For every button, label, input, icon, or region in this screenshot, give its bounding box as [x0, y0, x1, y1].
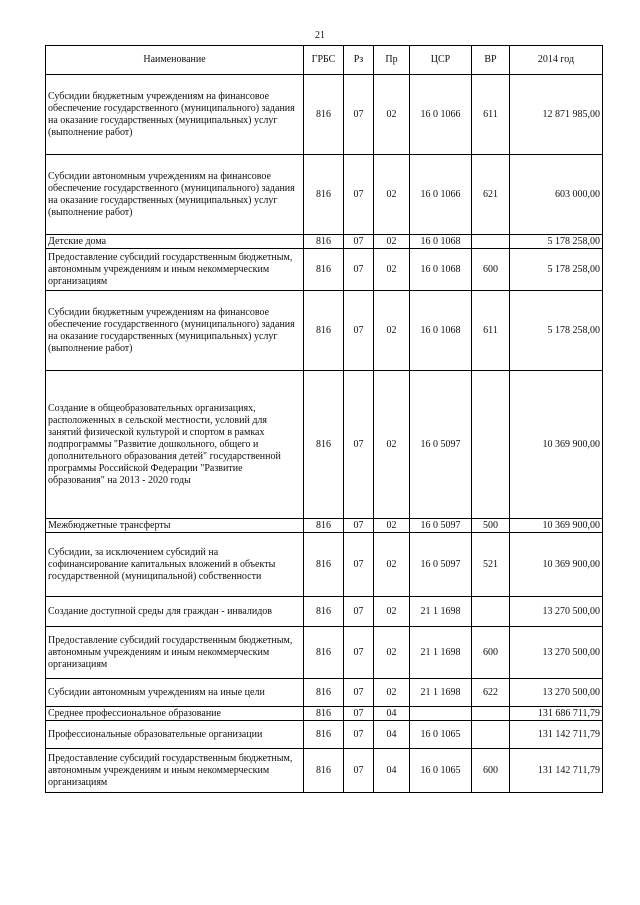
row-name: Детские дома	[46, 235, 304, 249]
table-row	[46, 519, 603, 533]
row-grbs: 816	[304, 155, 344, 235]
row-rz: 07	[344, 75, 374, 155]
table-row	[46, 597, 603, 627]
row-grbs: 816	[304, 519, 344, 533]
row-grbs: 816	[304, 679, 344, 707]
row-pr: 02	[374, 291, 410, 371]
row-csr: 16 0 1068	[410, 249, 472, 291]
header-vr: ВР	[472, 46, 510, 75]
row-grbs: 816	[304, 75, 344, 155]
row-vr	[472, 721, 510, 749]
row-csr: 16 0 1066	[410, 155, 472, 235]
table-row	[46, 75, 603, 155]
header-csr: ЦСР	[410, 46, 472, 75]
row-name: Создание в общеобразовательных организациях, расположенных в сельской местности, условий для занятий физической культурой и спортом в рамках подпрограммы "Развитие дошкольного, общего и дополнительного образования детей" государственной программы Российской Федерации "Развитие образования" на 2013 - 2020 годы	[46, 371, 304, 519]
header-year: 2014 год	[510, 46, 603, 75]
row-csr: 16 0 1065	[410, 749, 472, 793]
row-vr: 600	[472, 627, 510, 679]
table-row	[46, 749, 603, 793]
row-csr: 16 0 1066	[410, 75, 472, 155]
row-csr: 21 1 1698	[410, 597, 472, 627]
row-amount: 13 270 500,00	[510, 627, 603, 679]
row-pr: 02	[374, 75, 410, 155]
row-vr	[472, 235, 510, 249]
row-rz: 07	[344, 721, 374, 749]
row-rz: 07	[344, 235, 374, 249]
table-header-row	[46, 46, 603, 75]
table-row	[46, 679, 603, 707]
header-grbs: ГРБС	[304, 46, 344, 75]
row-rz: 07	[344, 519, 374, 533]
row-grbs: 816	[304, 235, 344, 249]
row-name: Предоставление субсидий государственным бюджетным, автономным учреждениям и иным некоммерческим организациям	[46, 627, 304, 679]
row-pr: 02	[374, 155, 410, 235]
row-vr	[472, 597, 510, 627]
header-rz: Рз	[344, 46, 374, 75]
row-rz: 07	[344, 707, 374, 721]
row-grbs: 816	[304, 721, 344, 749]
row-csr: 16 0 5097	[410, 371, 472, 519]
row-grbs: 816	[304, 291, 344, 371]
header-name: Наименование	[46, 46, 304, 75]
row-grbs: 816	[304, 249, 344, 291]
row-pr: 02	[374, 533, 410, 597]
row-amount: 10 369 900,00	[510, 533, 603, 597]
row-amount: 131 142 711,79	[510, 749, 603, 793]
table-row	[46, 707, 603, 721]
row-vr: 622	[472, 679, 510, 707]
row-name: Субсидии автономным учреждениям на иные цели	[46, 679, 304, 707]
row-amount: 10 369 900,00	[510, 371, 603, 519]
row-amount: 131 142 711,79	[510, 721, 603, 749]
table-row	[46, 155, 603, 235]
table-row	[46, 627, 603, 679]
row-name: Предоставление субсидий государственным бюджетным, автономным учреждениям и иным некоммерческим организациям	[46, 249, 304, 291]
budget-table	[45, 45, 603, 793]
row-pr: 02	[374, 519, 410, 533]
row-name: Субсидии бюджетным учреждениям на финансовое обеспечение государственного (муниципального) задания на оказание государственных (муниципальных) услуг (выполнение работ)	[46, 291, 304, 371]
row-csr: 21 1 1698	[410, 627, 472, 679]
row-amount: 10 369 900,00	[510, 519, 603, 533]
row-csr: 16 0 1068	[410, 235, 472, 249]
row-rz: 07	[344, 249, 374, 291]
row-rz: 07	[344, 679, 374, 707]
table-row	[46, 291, 603, 371]
row-grbs: 816	[304, 597, 344, 627]
row-rz: 07	[344, 371, 374, 519]
row-grbs: 816	[304, 627, 344, 679]
row-name: Субсидии, за исключением субсидий на софинансирование капитальных вложений в объекты государственной (муниципальной) собственности	[46, 533, 304, 597]
row-vr: 621	[472, 155, 510, 235]
table-row	[46, 371, 603, 519]
row-vr	[472, 707, 510, 721]
row-amount: 5 178 258,00	[510, 291, 603, 371]
row-pr: 02	[374, 679, 410, 707]
row-rz: 07	[344, 155, 374, 235]
row-csr: 21 1 1698	[410, 679, 472, 707]
row-csr: 16 0 1065	[410, 721, 472, 749]
row-rz: 07	[344, 749, 374, 793]
row-pr: 02	[374, 597, 410, 627]
row-vr: 600	[472, 249, 510, 291]
row-csr: 16 0 1068	[410, 291, 472, 371]
row-csr: 16 0 5097	[410, 533, 472, 597]
row-pr: 04	[374, 721, 410, 749]
row-name: Среднее профессиональное образование	[46, 707, 304, 721]
row-amount: 5 178 258,00	[510, 249, 603, 291]
row-pr: 04	[374, 707, 410, 721]
row-name: Профессиональные образовательные организации	[46, 721, 304, 749]
row-vr: 611	[472, 291, 510, 371]
row-rz: 07	[344, 627, 374, 679]
row-name: Предоставление субсидий государственным бюджетным, автономным учреждениям и иным некоммерческим организациям	[46, 749, 304, 793]
row-name: Субсидии автономным учреждениям на финансовое обеспечение государственного (муниципального) задания на оказание государственных (муниципальных) услуг (выполнение работ)	[46, 155, 304, 235]
row-csr: 16 0 5097	[410, 519, 472, 533]
row-amount: 603 000,00	[510, 155, 603, 235]
row-grbs: 816	[304, 749, 344, 793]
row-rz: 07	[344, 533, 374, 597]
row-pr: 02	[374, 627, 410, 679]
row-pr: 02	[374, 371, 410, 519]
row-vr: 500	[472, 519, 510, 533]
row-csr	[410, 707, 472, 721]
row-amount: 13 270 500,00	[510, 679, 603, 707]
row-grbs: 816	[304, 533, 344, 597]
row-vr: 521	[472, 533, 510, 597]
table-row	[46, 533, 603, 597]
row-amount: 12 871 985,00	[510, 75, 603, 155]
row-name: Создание доступной среды для граждан - инвалидов	[46, 597, 304, 627]
row-pr: 02	[374, 249, 410, 291]
row-amount: 13 270 500,00	[510, 597, 603, 627]
row-amount: 131 686 711,79	[510, 707, 603, 721]
row-rz: 07	[344, 597, 374, 627]
row-name: Межбюджетные трансферты	[46, 519, 304, 533]
row-vr: 611	[472, 75, 510, 155]
row-vr	[472, 371, 510, 519]
row-amount: 5 178 258,00	[510, 235, 603, 249]
row-pr: 02	[374, 235, 410, 249]
table-row	[46, 235, 603, 249]
row-grbs: 816	[304, 707, 344, 721]
table-row	[46, 721, 603, 749]
row-grbs: 816	[304, 371, 344, 519]
table-row	[46, 249, 603, 291]
row-vr: 600	[472, 749, 510, 793]
row-name: Субсидии бюджетным учреждениям на финансовое обеспечение государственного (муниципального) задания на оказание государственных (муниципальных) услуг (выполнение работ)	[46, 75, 304, 155]
page-number: 21	[315, 30, 325, 41]
row-pr: 04	[374, 749, 410, 793]
header-pr: Пр	[374, 46, 410, 75]
row-rz: 07	[344, 291, 374, 371]
